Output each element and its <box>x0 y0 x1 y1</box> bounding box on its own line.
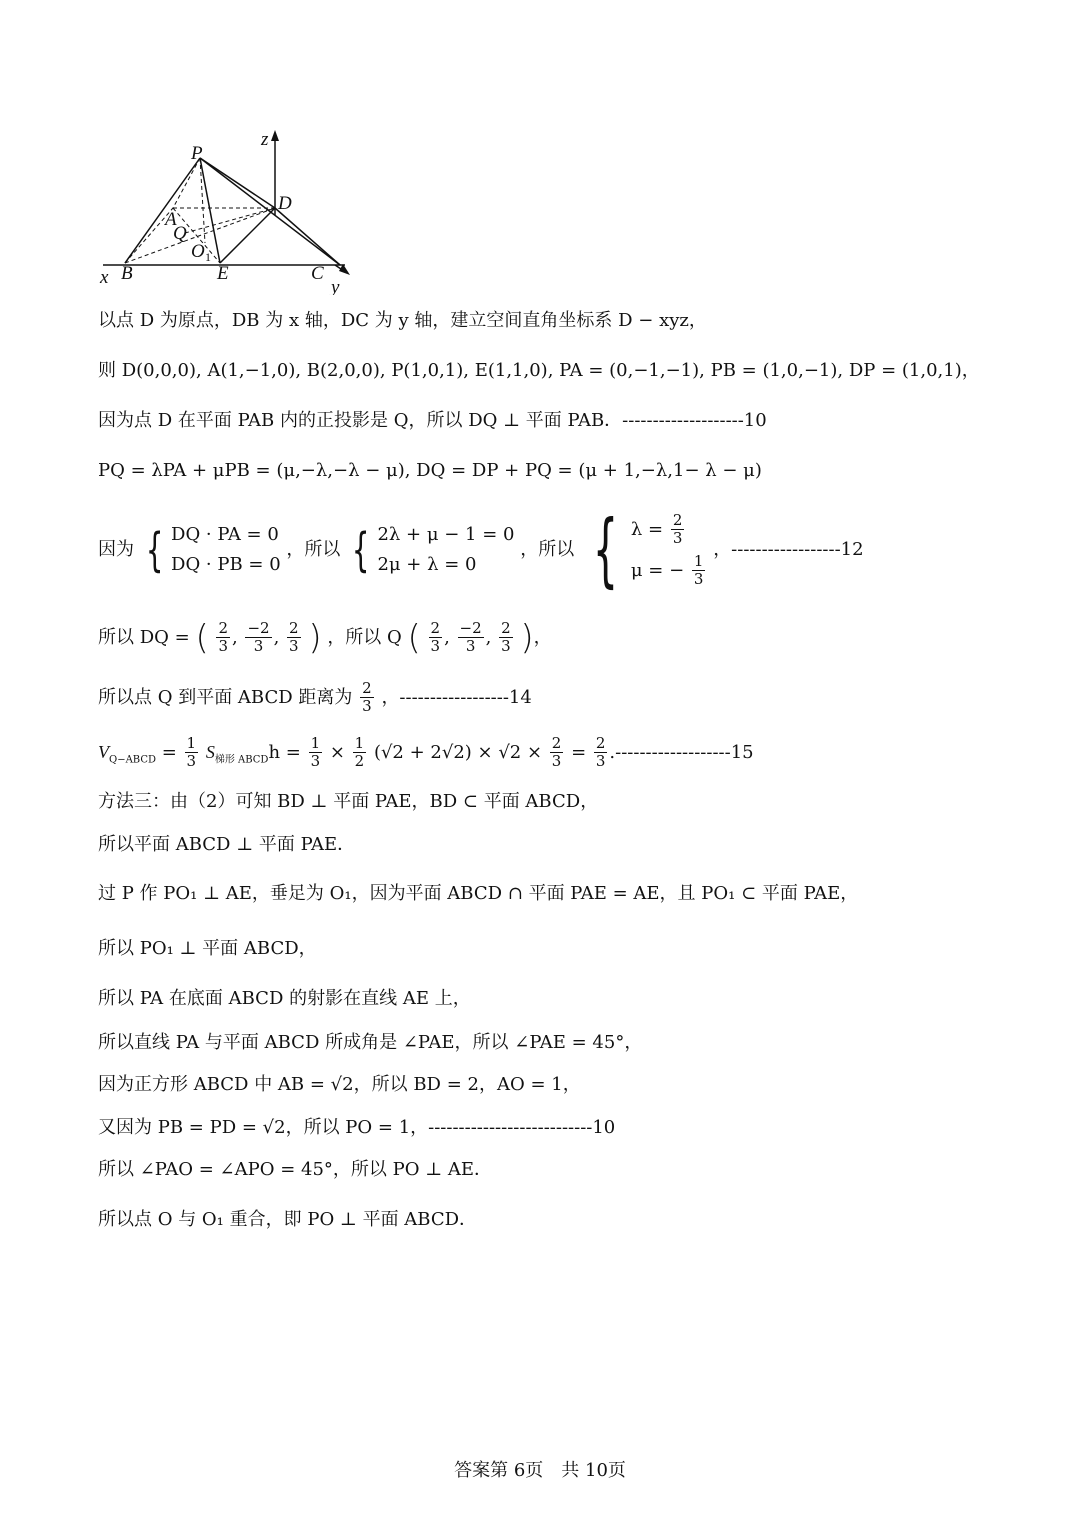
line-distance <box>98 680 532 716</box>
label-c: C <box>311 263 324 284</box>
label-o1-sub: 1 <box>205 250 211 264</box>
pyramid-diagram <box>95 125 365 295</box>
sol-mu: μ = − <box>630 559 685 581</box>
score-mark-12: ，------------------12 <box>713 539 864 560</box>
line-dq-result: 所以 DQ = ( $\frac{2}{3}$ , $\frac{-2}{3}$ , $\frac{2}{3}$ ) ，所以 Q ( $\frac{2}{3}$ , $\frac{-2}{3}$ , $\frac{2}{3}$ )， <box>98 617 552 658</box>
label-x: x <box>100 267 109 288</box>
line-vector-pq: PQ = λPA + μPB = (μ,−λ,−λ − μ), DQ = DP + PQ = (μ + 1,−λ,1− λ − μ) <box>98 460 762 481</box>
text-therefore-2: ，所以 <box>520 539 575 560</box>
brace-icon: { <box>145 523 164 577</box>
label-p: P <box>191 143 203 164</box>
system-dot-products <box>140 523 281 577</box>
line-equation-system <box>98 503 864 596</box>
line-po-perp-ae: 所以 ∠PAO = ∠APO = 45°，所以 PO ⊥ AE． <box>98 1159 493 1180</box>
system-solution <box>580 503 708 596</box>
label-q: Q <box>173 223 187 244</box>
brace-icon: { <box>592 503 619 596</box>
line-square: 因为正方形 ABCD 中 AB = √2，所以 BD = 2，AO = 1， <box>98 1074 581 1095</box>
pyramid-figure <box>95 125 365 295</box>
fraction: $\frac{2}{3}$ <box>501 619 511 656</box>
fraction: $\frac{1}{3}$ <box>693 552 704 589</box>
fraction: $\frac{2}{3}$ <box>289 619 299 656</box>
line-volume: $V_{Q-ABCD}$ = $\frac{1}{3}$ $S_{梯形 ABCD}h$ = $\frac{1}{3}$ × $\frac{1}{2}$ (√2 + 2√2) × √2 × $\frac{2}{3}$ = $\frac{2}{3}$ .-------------------15 <box>98 734 754 771</box>
line-projection-pa: 所以 PA 在底面 ABCD 的射影在直线 AE 上， <box>98 988 471 1009</box>
line-po1-perp: 所以 PO₁ ⊥ 平面 ABCD， <box>98 938 317 959</box>
brace-icon: { <box>352 523 370 577</box>
eq-linear-1: 2λ + μ − 1 = 0 <box>377 524 515 545</box>
text-distance: 所以点 Q 到平面 ABCD 距离为 <box>98 686 353 708</box>
fraction: $\frac{1}{3}$ <box>310 734 321 771</box>
fraction: $\frac{2}{3}$ <box>672 510 683 547</box>
text-because: 因为 <box>98 539 134 560</box>
score-mark-14: ，------------------14 <box>381 686 532 708</box>
label-y: y <box>331 277 340 295</box>
fraction: $\frac{-2}{3}$ <box>247 619 270 656</box>
eq-dq-pb: DQ · PB = 0 <box>171 554 281 575</box>
fraction: $\frac{2}{3}$ <box>595 734 606 771</box>
label-a: A <box>165 209 177 230</box>
label-e: E <box>217 263 229 284</box>
text-q: ，所以 Q <box>327 626 402 648</box>
line-coordinate-system: 以点 D 为原点，DB 为 x 轴，DC 为 y 轴，建立空间直角坐标系 D − xyz， <box>98 310 707 331</box>
fraction: $\frac{-2}{3}$ <box>459 619 482 656</box>
line-method-three: 方法三：由（2）可知 BD ⊥ 平面 PAE，BD ⊂ 平面 ABCD， <box>98 791 599 812</box>
line-po-length: 又因为 PB = PD = √2，所以 PO = 1，---------------------------10 <box>98 1117 616 1138</box>
label-d: D <box>278 193 292 214</box>
eq-dq-pa: DQ · PA = 0 <box>171 524 279 545</box>
line-po1: 过 P 作 PO₁ ⊥ AE，垂足为 O₁，因为平面 ABCD ∩ 平面 PAE = AE，且 PO₁ ⊂ 平面 PAE， <box>98 883 859 904</box>
label-z: z <box>261 129 269 150</box>
label-b: B <box>121 263 133 284</box>
eq-linear-2: 2μ + λ = 0 <box>377 554 477 575</box>
fraction: $\frac{1}{3}$ <box>186 734 197 771</box>
line-planes-perp: 所以平面 ABCD ⊥ 平面 PAE． <box>98 834 356 855</box>
fraction: $\frac{2}{3}$ <box>430 619 441 656</box>
line-conclusion: 所以点 O 与 O₁ 重合，即 PO ⊥ 平面 ABCD． <box>98 1209 478 1230</box>
score-mark-15: .-------------------15 <box>609 741 754 763</box>
line-angle-pae: 所以直线 PA 与平面 ABCD 所成角是 ∠PAE，所以 ∠PAE = 45°， <box>98 1032 643 1053</box>
fraction: $\frac{2}{3}$ <box>551 734 562 771</box>
line-point-coords: 则 D(0,0,0), A(1,−1,0), B(2,0,0), P(1,0,1), E(1,1,0), PA = (0,−1,−1), PB = (1,0,−1), DP = (1,0,1)， <box>98 360 980 381</box>
text-therefore: ，所以 <box>286 539 341 560</box>
fraction: $\frac{2}{3}$ <box>218 619 228 656</box>
label-o1: O <box>191 241 205 262</box>
fraction: $\frac{2}{3}$ <box>362 679 372 716</box>
system-linear <box>346 523 515 577</box>
text-dq: 所以 DQ = <box>98 626 190 648</box>
fraction: $\frac{1}{2}$ <box>354 734 365 771</box>
sol-lambda: λ = <box>630 518 664 540</box>
page-footer: 答案第 6页 共 10页 <box>454 1460 626 1481</box>
line-projection: 因为点 D 在平面 PAB 内的正投影是 Q，所以 DQ ⊥ 平面 PAB．--------------------10 <box>98 410 767 431</box>
